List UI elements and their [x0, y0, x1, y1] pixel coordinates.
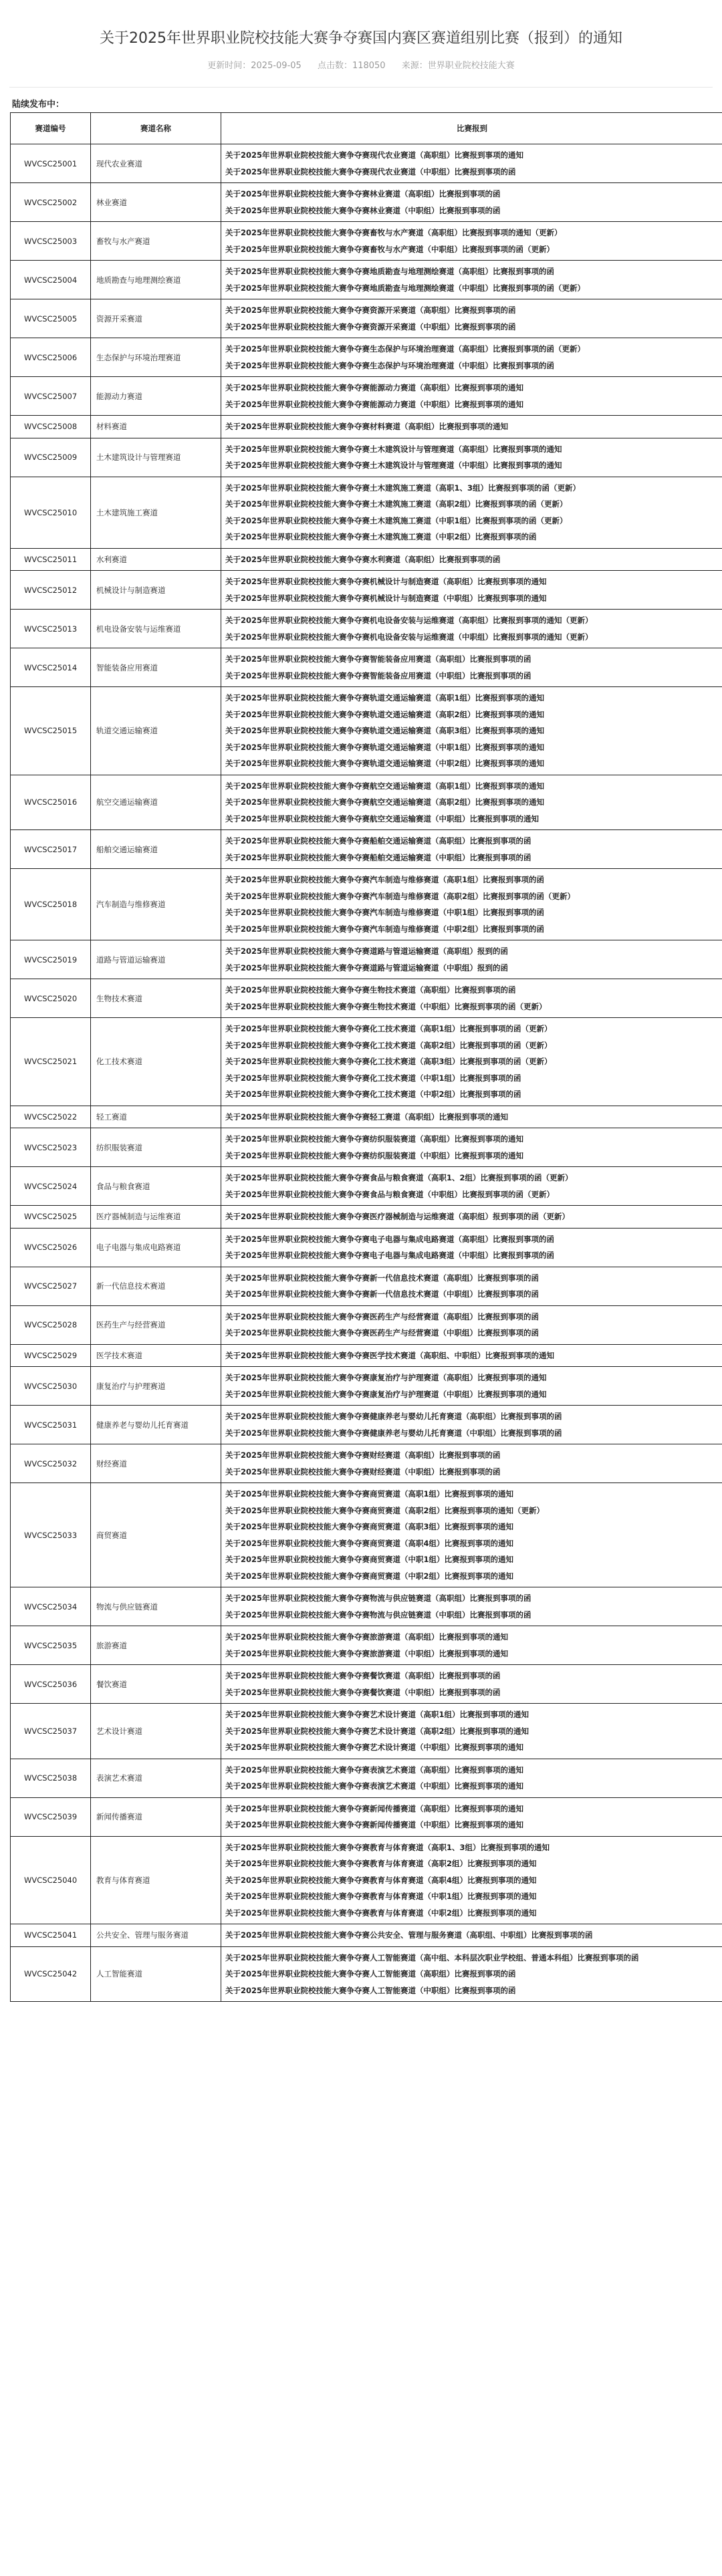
track-code: WVCSC25036 [11, 1665, 91, 1704]
report-list [221, 1406, 722, 1444]
report-link[interactable]: 关于2025年世界职业院校技能大赛争夺赛医药生产与经营赛道（中职组）比赛报到事项的函 [225, 1328, 539, 1337]
track-code: WVCSC25027 [11, 1267, 91, 1305]
report-list [221, 338, 722, 377]
track-code: WVCSC25021 [11, 1018, 91, 1106]
track-name: 化工技术赛道 [91, 1018, 221, 1106]
table-row [11, 1759, 722, 1797]
table-row [11, 687, 722, 775]
track-name: 生态保护与环境治理赛道 [91, 338, 221, 377]
track-code: WVCSC25028 [11, 1305, 91, 1344]
report-list [221, 1267, 722, 1305]
track-code: WVCSC25001 [11, 144, 91, 183]
table-row [11, 775, 722, 830]
report-list [221, 1946, 722, 2002]
report-link[interactable]: 关于2025年世界职业院校技能大赛争夺赛化工技术赛道（高职2组）比赛报到事项的函（更新） [225, 1040, 552, 1050]
track-code: WVCSC25016 [11, 775, 91, 830]
report-list [221, 1797, 722, 1836]
table-row [11, 1267, 722, 1305]
track-code: WVCSC25012 [11, 571, 91, 610]
header-code: 赛道编号 [11, 113, 91, 144]
track-code: WVCSC25018 [11, 869, 91, 940]
report-link[interactable]: 关于2025年世界职业院校技能大赛争夺赛畜牧与水产赛道（中职组）比赛报到事项的函（更新） [225, 244, 555, 254]
report-link[interactable]: 关于2025年世界职业院校技能大赛争夺赛生物技术赛道（高职组）比赛报到事项的函 [225, 985, 516, 995]
track-code: WVCSC25004 [11, 261, 91, 299]
report-link[interactable]: 关于2025年世界职业院校技能大赛争夺赛生态保护与环境治理赛道（高职组）比赛报到事项的函（更新） [225, 344, 586, 354]
report-link[interactable]: 关于2025年世界职业院校技能大赛争夺赛教育与体育赛道（高职4组）比赛报到事项的通知 [225, 1875, 537, 1885]
report-link[interactable]: 关于2025年世界职业院校技能大赛争夺赛教育与体育赛道（中职2组）比赛报到事项的通知 [225, 1908, 537, 1918]
table-row [11, 1444, 722, 1483]
track-code: WVCSC25042 [11, 1946, 91, 2002]
report-link[interactable]: 关于2025年世界职业院校技能大赛争夺赛化工技术赛道（高职1组）比赛报到事项的函（更新） [225, 1024, 552, 1033]
report-link[interactable]: 关于2025年世界职业院校技能大赛争夺赛航空交通运输赛道（高职2组）比赛报到事项的通知 [225, 797, 545, 807]
page-title: 关于2025年世界职业院校技能大赛争夺赛国内赛区赛道组别比赛（报到）的通知 [100, 30, 622, 47]
report-list [221, 1626, 722, 1665]
report-link[interactable]: 关于2025年世界职业院校技能大赛争夺赛财经赛道（高职组）比赛报到事项的函 [225, 1450, 501, 1460]
header-reports: 比赛报到 [221, 113, 722, 144]
report-link[interactable]: 关于2025年世界职业院校技能大赛争夺赛现代农业赛道（中职组）比赛报到事项的函 [225, 166, 516, 176]
table-row [11, 338, 722, 377]
track-code: WVCSC25032 [11, 1444, 91, 1483]
report-list [221, 979, 722, 1018]
table-header-row [11, 113, 722, 144]
report-link[interactable]: 关于2025年世界职业院校技能大赛争夺赛地质勘查与地理测绘赛道（中职组）比赛报到事项的函（更新） [225, 283, 586, 293]
report-list [221, 1106, 722, 1128]
header-name: 赛道名称 [91, 113, 221, 144]
report-link[interactable]: 关于2025年世界职业院校技能大赛争夺赛食品与粮食赛道（高职1、2组）比赛报到事项的函（更新） [225, 1173, 573, 1182]
report-link[interactable]: 关于2025年世界职业院校技能大赛争夺赛旅游赛道（中职组）比赛报到事项的通知 [225, 1648, 509, 1658]
table-row [11, 299, 722, 338]
track-name: 纺织服装赛道 [91, 1128, 221, 1167]
report-link[interactable]: 关于2025年世界职业院校技能大赛争夺赛商贸赛道（中职1组）比赛报到事项的通知 [225, 1555, 514, 1564]
report-link[interactable]: 关于2025年世界职业院校技能大赛争夺赛道路与管道运输赛道（中职组）报到的函 [225, 962, 509, 973]
report-link[interactable]: 关于2025年世界职业院校技能大赛争夺赛智能装备应用赛道（中职组）比赛报到事项的函 [225, 670, 531, 680]
track-name: 林业赛道 [91, 183, 221, 222]
report-link[interactable]: 关于2025年世界职业院校技能大赛争夺赛材料赛道（高职组）比赛报到事项的通知 [225, 422, 509, 431]
track-name: 医学技术赛道 [91, 1344, 221, 1367]
table-row [11, 571, 722, 610]
track-name: 智能装备应用赛道 [91, 648, 221, 687]
table-row [11, 261, 722, 299]
track-code: WVCSC25038 [11, 1759, 91, 1797]
track-code: WVCSC25003 [11, 222, 91, 261]
table-row [11, 1228, 722, 1267]
report-link[interactable]: 关于2025年世界职业院校技能大赛争夺赛汽车制造与维修赛道（高职2组）比赛报到事项的函（更新） [225, 891, 576, 901]
track-name: 物流与供应链赛道 [91, 1587, 221, 1626]
report-list [221, 648, 722, 687]
report-link[interactable]: 关于2025年世界职业院校技能大赛争夺赛林业赛道（高职组）比赛报到事项的函 [225, 189, 501, 199]
report-link[interactable]: 关于2025年世界职业院校技能大赛争夺赛轨道交通运输赛道（中职2组）比赛报到事项的通知 [225, 759, 545, 768]
track-name: 艺术设计赛道 [91, 1704, 221, 1759]
report-link[interactable]: 关于2025年世界职业院校技能大赛争夺赛土木建筑施工赛道（高职2组）比赛报到事项的函（更新） [225, 499, 568, 509]
table-row [11, 477, 722, 548]
track-name: 医疗器械制造与运维赛道 [91, 1206, 221, 1229]
report-list [221, 1167, 722, 1206]
track-name: 公共安全、管理与服务赛道 [91, 1924, 221, 1947]
track-name: 餐饮赛道 [91, 1665, 221, 1704]
report-list [221, 869, 722, 940]
track-code: WVCSC25011 [11, 548, 91, 571]
report-link[interactable]: 关于2025年世界职业院校技能大赛争夺赛纺织服装赛道（高职组）比赛报到事项的通知 [225, 1134, 524, 1144]
report-list [221, 377, 722, 416]
report-list [221, 1483, 722, 1587]
report-link[interactable]: 关于2025年世界职业院校技能大赛争夺赛汽车制造与维修赛道（高职1组）比赛报到事项的函 [225, 875, 545, 884]
article-meta [0, 58, 722, 71]
report-list [221, 548, 722, 571]
track-code: WVCSC25030 [11, 1367, 91, 1406]
track-code: WVCSC25019 [11, 940, 91, 979]
track-name: 新闻传播赛道 [91, 1797, 221, 1836]
report-list [221, 1344, 722, 1367]
report-link[interactable]: 关于2025年世界职业院校技能大赛争夺赛道路与管道运输赛道（高职组）报到的函 [225, 946, 509, 956]
report-list [221, 183, 722, 222]
report-link[interactable]: 关于2025年世界职业院校技能大赛争夺赛船舶交通运输赛道（中职组）比赛报到事项的函 [225, 852, 531, 862]
table-row [11, 1106, 722, 1128]
table-row [11, 1206, 722, 1229]
table-row [11, 183, 722, 222]
track-code: WVCSC25037 [11, 1704, 91, 1759]
track-code: WVCSC25023 [11, 1128, 91, 1167]
report-link[interactable]: 关于2025年世界职业院校技能大赛争夺赛现代农业赛道（高职组）比赛报到事项的通知 [225, 150, 524, 160]
table-row [11, 1946, 722, 2002]
table-row [11, 1128, 722, 1167]
track-code: WVCSC25039 [11, 1797, 91, 1836]
report-link[interactable]: 关于2025年世界职业院校技能大赛争夺赛轻工赛道（高职组）比赛报到事项的通知 [225, 1112, 509, 1122]
report-link[interactable]: 关于2025年世界职业院校技能大赛争夺赛航空交通运输赛道（高职1组）比赛报到事项的通知 [225, 781, 545, 791]
report-link[interactable]: 关于2025年世界职业院校技能大赛争夺赛新闻传播赛道（高职组）比赛报到事项的通知 [225, 1803, 524, 1813]
track-name: 机械设计与制造赛道 [91, 571, 221, 610]
report-link[interactable]: 关于2025年世界职业院校技能大赛争夺赛艺术设计赛道（高职1组）比赛报到事项的通知 [225, 1710, 529, 1719]
track-name: 机电设备安装与运维赛道 [91, 610, 221, 648]
track-name: 健康养老与婴幼儿托育赛道 [91, 1406, 221, 1444]
track-code: WVCSC25008 [11, 416, 91, 438]
report-link[interactable]: 关于2025年世界职业院校技能大赛争夺赛餐饮赛道（中职组）比赛报到事项的函 [225, 1687, 501, 1697]
table-row [11, 1836, 722, 1924]
table-row [11, 1797, 722, 1836]
report-link[interactable]: 关于2025年世界职业院校技能大赛争夺赛物流与供应链赛道（高职组）比赛报到事项的函 [225, 1593, 531, 1603]
report-link[interactable]: 关于2025年世界职业院校技能大赛争夺赛航空交通运输赛道（中职组）比赛报到事项的通知 [225, 813, 539, 823]
track-name: 现代农业赛道 [91, 144, 221, 183]
report-link[interactable]: 关于2025年世界职业院校技能大赛争夺赛生态保护与环境治理赛道（中职组）比赛报到事项的函 [225, 360, 555, 370]
report-link[interactable]: 关于2025年世界职业院校技能大赛争夺赛机械设计与制造赛道（高职组）比赛报到事项的通知 [225, 577, 547, 586]
table-row [11, 830, 722, 869]
divider [9, 87, 713, 88]
report-link[interactable]: 关于2025年世界职业院校技能大赛争夺赛人工智能赛道（高职组）比赛报到事项的函 [225, 1969, 516, 1978]
report-link[interactable]: 关于2025年世界职业院校技能大赛争夺赛康复治疗与护理赛道（高职组）比赛报到事项的通知 [225, 1373, 547, 1382]
track-name: 生物技术赛道 [91, 979, 221, 1018]
report-link[interactable]: 关于2025年世界职业院校技能大赛争夺赛汽车制造与维修赛道（中职2组）比赛报到事项的函 [225, 924, 545, 934]
table-row [11, 648, 722, 687]
table-row [11, 1483, 722, 1587]
report-link[interactable]: 关于2025年世界职业院校技能大赛争夺赛旅游赛道（高职组）比赛报到事项的通知 [225, 1632, 509, 1642]
track-code: WVCSC25033 [11, 1483, 91, 1587]
track-name: 材料赛道 [91, 416, 221, 438]
table-row [11, 610, 722, 648]
track-code: WVCSC25035 [11, 1626, 91, 1665]
report-list [221, 1206, 722, 1229]
track-name: 地质勘查与地理测绘赛道 [91, 261, 221, 299]
table-row [11, 416, 722, 438]
report-link[interactable]: 关于2025年世界职业院校技能大赛争夺赛地质勘查与地理测绘赛道（高职组）比赛报到事项的函 [225, 267, 555, 276]
track-code: WVCSC25031 [11, 1406, 91, 1444]
report-list [221, 1704, 722, 1759]
report-list [221, 1665, 722, 1704]
track-code: WVCSC25009 [11, 438, 91, 477]
report-link[interactable]: 关于2025年世界职业院校技能大赛争夺赛公共安全、管理与服务赛道（高职组、中职组）比赛报到事项的函 [225, 1930, 593, 1940]
track-table [10, 112, 722, 2002]
track-name: 轨道交通运输赛道 [91, 687, 221, 775]
report-list [221, 1587, 722, 1626]
report-link[interactable]: 关于2025年世界职业院校技能大赛争夺赛机电设备安装与运维赛道（中职组）比赛报到事项的通知（更新） [225, 632, 593, 642]
report-list [221, 438, 722, 477]
track-code: WVCSC25020 [11, 979, 91, 1018]
report-link[interactable]: 关于2025年世界职业院校技能大赛争夺赛商贸赛道（高职2组）比赛报到事项的通知（更新） [225, 1505, 545, 1515]
report-link[interactable]: 关于2025年世界职业院校技能大赛争夺赛医学技术赛道（高职组、中职组）比赛报到事项的通知 [225, 1350, 555, 1360]
update-time: 更新时间：2025-09-05 [207, 61, 302, 71]
report-link[interactable]: 关于2025年世界职业院校技能大赛争夺赛资源开采赛道（高职组）比赛报到事项的函 [225, 305, 516, 315]
report-link[interactable]: 关于2025年世界职业院校技能大赛争夺赛土木建筑设计与管理赛道（高职组）比赛报到事项的通知 [225, 444, 562, 454]
table-row [11, 1406, 722, 1444]
click-count: 点击数：118050 [317, 61, 386, 71]
report-link[interactable]: 关于2025年世界职业院校技能大赛争夺赛新一代信息技术赛道（高职组）比赛报到事项的函 [225, 1273, 539, 1283]
report-list [221, 299, 722, 338]
report-link[interactable]: 关于2025年世界职业院校技能大赛争夺赛商贸赛道（中职2组）比赛报到事项的通知 [225, 1571, 514, 1581]
report-link[interactable]: 关于2025年世界职业院校技能大赛争夺赛食品与粮食赛道（中职组）比赛报到事项的函（更新） [225, 1189, 555, 1199]
track-code: WVCSC25026 [11, 1228, 91, 1267]
report-link[interactable]: 关于2025年世界职业院校技能大赛争夺赛新闻传播赛道（中职组）比赛报到事项的通知 [225, 1820, 524, 1829]
report-link[interactable]: 关于2025年世界职业院校技能大赛争夺赛人工智能赛道（高中组、本科层次职业学校组、普通本科组）比赛报到事项的函 [225, 1952, 639, 1962]
table-row [11, 438, 722, 477]
track-code: WVCSC25005 [11, 299, 91, 338]
report-link[interactable]: 关于2025年世界职业院校技能大赛争夺赛生物技术赛道（中职组）比赛报到事项的函（更新） [225, 1001, 547, 1011]
table-row [11, 144, 722, 183]
report-link[interactable]: 关于2025年世界职业院校技能大赛争夺赛能源动力赛道（高职组）比赛报到事项的通知 [225, 383, 524, 392]
report-list [221, 1305, 722, 1344]
track-name: 康复治疗与护理赛道 [91, 1367, 221, 1406]
track-code: WVCSC25024 [11, 1167, 91, 1206]
table-body [11, 144, 722, 2002]
track-code: WVCSC25014 [11, 648, 91, 687]
report-list [221, 687, 722, 775]
track-name: 商贸赛道 [91, 1483, 221, 1587]
table-row [11, 1924, 722, 1947]
table-row [11, 1018, 722, 1106]
table-row [11, 940, 722, 979]
report-link[interactable]: 关于2025年世界职业院校技能大赛争夺赛教育与体育赛道（高职2组）比赛报到事项的通知 [225, 1859, 537, 1868]
track-code: WVCSC25040 [11, 1836, 91, 1924]
report-list [221, 1444, 722, 1483]
track-name: 新一代信息技术赛道 [91, 1267, 221, 1305]
report-link[interactable]: 关于2025年世界职业院校技能大赛争夺赛机械设计与制造赛道（中职组）比赛报到事项的通知 [225, 593, 547, 603]
report-link[interactable]: 关于2025年世界职业院校技能大赛争夺赛电子电器与集成电路赛道（高职组）比赛报到事项的函 [225, 1234, 555, 1244]
table-row [11, 1167, 722, 1206]
track-code: WVCSC25022 [11, 1106, 91, 1128]
track-name: 土木建筑施工赛道 [91, 477, 221, 548]
table-row [11, 548, 722, 571]
report-link[interactable]: 关于2025年世界职业院校技能大赛争夺赛轨道交通运输赛道（高职2组）比赛报到事项的通知 [225, 709, 545, 719]
report-list [221, 477, 722, 548]
report-link[interactable]: 关于2025年世界职业院校技能大赛争夺赛健康养老与婴幼儿托育赛道（高职组）比赛报到事项的函 [225, 1412, 562, 1421]
report-link[interactable]: 关于2025年世界职业院校技能大赛争夺赛土木建筑设计与管理赛道（中职组）比赛报到事项的通知 [225, 461, 562, 470]
report-link[interactable]: 关于2025年世界职业院校技能大赛争夺赛化工技术赛道（中职1组）比赛报到事项的函 [225, 1073, 521, 1083]
report-list [221, 1367, 722, 1406]
report-link[interactable]: 关于2025年世界职业院校技能大赛争夺赛轨道交通运输赛道（中职1组）比赛报到事项的通知 [225, 742, 545, 752]
report-link[interactable]: 关于2025年世界职业院校技能大赛争夺赛纺织服装赛道（中职组）比赛报到事项的通知 [225, 1150, 524, 1160]
table-row [11, 1587, 722, 1626]
track-code: WVCSC25013 [11, 610, 91, 648]
report-link[interactable]: 关于2025年世界职业院校技能大赛争夺赛土木建筑施工赛道（高职1、3组）比赛报到事项的函（更新） [225, 483, 581, 493]
report-list [221, 1228, 722, 1267]
report-link[interactable]: 关于2025年世界职业院校技能大赛争夺赛智能装备应用赛道（高职组）比赛报到事项的函 [225, 654, 531, 664]
track-name: 畜牧与水产赛道 [91, 222, 221, 261]
report-list [221, 144, 722, 183]
report-link[interactable]: 关于2025年世界职业院校技能大赛争夺赛商贸赛道（高职1组）比赛报到事项的通知 [225, 1489, 514, 1499]
track-name: 轻工赛道 [91, 1106, 221, 1128]
track-code: WVCSC25034 [11, 1587, 91, 1626]
report-list [221, 830, 722, 869]
track-name: 土木建筑设计与管理赛道 [91, 438, 221, 477]
report-list [221, 1924, 722, 1947]
track-code: WVCSC25017 [11, 830, 91, 869]
report-link[interactable]: 关于2025年世界职业院校技能大赛争夺赛化工技术赛道（中职2组）比赛报到事项的函 [225, 1089, 521, 1099]
report-link[interactable]: 关于2025年世界职业院校技能大赛争夺赛新一代信息技术赛道（中职组）比赛报到事项的函 [225, 1289, 539, 1299]
track-code: WVCSC25010 [11, 477, 91, 548]
report-list [221, 1018, 722, 1106]
report-link[interactable]: 关于2025年世界职业院校技能大赛争夺赛教育与体育赛道（高职1、3组）比赛报到事项的通知 [225, 1842, 550, 1852]
report-list [221, 222, 722, 261]
track-name: 财经赛道 [91, 1444, 221, 1483]
report-link[interactable]: 关于2025年世界职业院校技能大赛争夺赛林业赛道（中职组）比赛报到事项的函 [225, 205, 501, 215]
track-code: WVCSC25025 [11, 1206, 91, 1229]
track-name: 表演艺术赛道 [91, 1759, 221, 1797]
table-row [11, 1344, 722, 1367]
track-name: 资源开采赛道 [91, 299, 221, 338]
track-name: 教育与体育赛道 [91, 1836, 221, 1924]
report-link[interactable]: 关于2025年世界职业院校技能大赛争夺赛商贸赛道（高职4组）比赛报到事项的通知 [225, 1538, 514, 1548]
report-link[interactable]: 关于2025年世界职业院校技能大赛争夺赛机电设备安装与运维赛道（高职组）比赛报到事项的通知（更新） [225, 616, 593, 625]
report-link[interactable]: 关于2025年世界职业院校技能大赛争夺赛化工技术赛道（高职3组）比赛报到事项的函（更新） [225, 1057, 552, 1066]
report-list [221, 775, 722, 830]
report-link[interactable]: 关于2025年世界职业院校技能大赛争夺赛财经赛道（中职组）比赛报到事项的函 [225, 1466, 501, 1476]
table-row [11, 1626, 722, 1665]
report-list [221, 416, 722, 438]
report-link[interactable]: 关于2025年世界职业院校技能大赛争夺赛医药生产与经营赛道（高职组）比赛报到事项的函 [225, 1311, 539, 1321]
report-list [221, 610, 722, 648]
track-name: 能源动力赛道 [91, 377, 221, 416]
track-name: 食品与粮食赛道 [91, 1167, 221, 1206]
report-link[interactable]: 关于2025年世界职业院校技能大赛争夺赛人工智能赛道（中职组）比赛报到事项的函 [225, 1985, 516, 1995]
track-code: WVCSC25007 [11, 377, 91, 416]
report-link[interactable]: 关于2025年世界职业院校技能大赛争夺赛商贸赛道（高职3组）比赛报到事项的通知 [225, 1522, 514, 1531]
table-row [11, 1704, 722, 1759]
report-link[interactable]: 关于2025年世界职业院校技能大赛争夺赛表演艺术赛道（高职组）比赛报到事项的通知 [225, 1765, 524, 1775]
report-link[interactable]: 关于2025年世界职业院校技能大赛争夺赛电子电器与集成电路赛道（中职组）比赛报到事项的函 [225, 1251, 555, 1260]
track-name: 人工智能赛道 [91, 1946, 221, 2002]
report-link[interactable]: 关于2025年世界职业院校技能大赛争夺赛轨道交通运输赛道（高职1组）比赛报到事项的通知 [225, 693, 545, 702]
table-row [11, 1367, 722, 1406]
table-row [11, 222, 722, 261]
track-name: 船舶交通运输赛道 [91, 830, 221, 869]
table-row [11, 869, 722, 940]
report-link[interactable]: 关于2025年世界职业院校技能大赛争夺赛畜牧与水产赛道（高职组）比赛报到事项的通知（更新） [225, 228, 562, 237]
report-link[interactable]: 关于2025年世界职业院校技能大赛争夺赛汽车制造与维修赛道（中职1组）比赛报到事项的函 [225, 908, 545, 917]
report-link[interactable]: 关于2025年世界职业院校技能大赛争夺赛土木建筑施工赛道（中职2组）比赛报到事项的函 [225, 532, 537, 541]
report-link[interactable]: 关于2025年世界职业院校技能大赛争夺赛物流与供应链赛道（中职组）比赛报到事项的函 [225, 1609, 531, 1620]
track-name: 医药生产与经营赛道 [91, 1305, 221, 1344]
report-list [221, 940, 722, 979]
report-list [221, 261, 722, 299]
report-link[interactable]: 关于2025年世界职业院校技能大赛争夺赛教育与体育赛道（中职1组）比赛报到事项的通知 [225, 1892, 537, 1901]
report-link[interactable]: 关于2025年世界职业院校技能大赛争夺赛船舶交通运输赛道（高职组）比赛报到事项的函 [225, 836, 531, 846]
table-row [11, 1305, 722, 1344]
source: 来源：世界职业院校技能大赛 [401, 61, 515, 71]
report-list [221, 571, 722, 610]
report-link[interactable]: 关于2025年世界职业院校技能大赛争夺赛能源动力赛道（中职组）比赛报到事项的通知 [225, 399, 524, 409]
report-link[interactable]: 关于2025年世界职业院校技能大赛争夺赛资源开采赛道（中职组）比赛报到事项的函 [225, 321, 516, 332]
report-link[interactable]: 关于2025年世界职业院校技能大赛争夺赛餐饮赛道（高职组）比赛报到事项的函 [225, 1671, 501, 1680]
track-name: 汽车制造与维修赛道 [91, 869, 221, 940]
report-link[interactable]: 关于2025年世界职业院校技能大赛争夺赛康复治疗与护理赛道（中职组）比赛报到事项的通知 [225, 1389, 547, 1399]
track-code: WVCSC25002 [11, 183, 91, 222]
table-row [11, 377, 722, 416]
report-link[interactable]: 关于2025年世界职业院校技能大赛争夺赛表演艺术赛道（中职组）比赛报到事项的通知 [225, 1781, 524, 1791]
track-code: WVCSC25041 [11, 1924, 91, 1947]
track-name: 道路与管道运输赛道 [91, 940, 221, 979]
track-code: WVCSC25006 [11, 338, 91, 377]
report-list [221, 1759, 722, 1797]
report-link[interactable]: 关于2025年世界职业院校技能大赛争夺赛健康养老与婴幼儿托育赛道（中职组）比赛报到事项的函 [225, 1428, 562, 1438]
table-row [11, 1665, 722, 1704]
track-name: 旅游赛道 [91, 1626, 221, 1665]
section-subhead: 陆续发布中： [12, 100, 65, 110]
report-list [221, 1128, 722, 1167]
track-name: 航空交通运输赛道 [91, 775, 221, 830]
track-name: 电子电器与集成电路赛道 [91, 1228, 221, 1267]
report-link[interactable]: 关于2025年世界职业院校技能大赛争夺赛艺术设计赛道（中职组）比赛报到事项的通知 [225, 1743, 524, 1752]
track-code: WVCSC25029 [11, 1344, 91, 1367]
track-code: WVCSC25015 [11, 687, 91, 775]
report-link[interactable]: 关于2025年世界职业院校技能大赛争夺赛艺术设计赛道（高职2组）比赛报到事项的通知 [225, 1726, 529, 1736]
report-link[interactable]: 关于2025年世界职业院校技能大赛争夺赛医疗器械制造与运维赛道（高职组）报到事项的函（更新） [225, 1212, 570, 1221]
report-link[interactable]: 关于2025年世界职业院校技能大赛争夺赛土木建筑施工赛道（中职1组）比赛报到事项的函（更新） [225, 515, 568, 525]
report-list [221, 1836, 722, 1924]
report-link[interactable]: 关于2025年世界职业院校技能大赛争夺赛轨道交通运输赛道（高职3组）比赛报到事项的通知 [225, 726, 545, 735]
track-name: 水利赛道 [91, 548, 221, 571]
table-row [11, 979, 722, 1018]
report-link[interactable]: 关于2025年世界职业院校技能大赛争夺赛水利赛道（高职组）比赛报到事项的函 [225, 554, 501, 564]
